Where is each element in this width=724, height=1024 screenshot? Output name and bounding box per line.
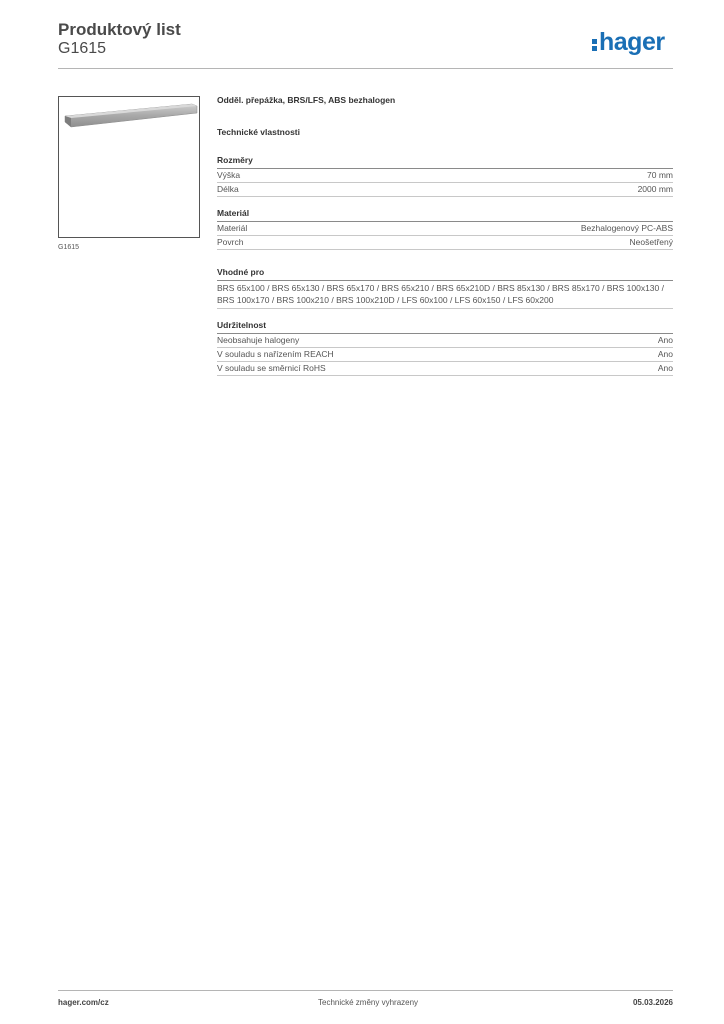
row-value: 2000 mm (637, 184, 673, 194)
row-label: Délka (217, 184, 239, 194)
logo-text: hager (599, 28, 665, 56)
row-label: Materiál (217, 223, 248, 233)
row-value: Bezhalogenový PC-ABS (580, 223, 673, 233)
row-label: Neobsahuje halogeny (217, 335, 300, 345)
footer-divider (58, 990, 673, 991)
row-value: 70 mm (647, 170, 673, 180)
partition-profile-image (59, 97, 199, 237)
image-caption: G1615 (58, 244, 80, 251)
product-code: G1615 (58, 40, 107, 57)
footer-date: 05.03.2026 (632, 998, 673, 1007)
sustainability-group (217, 320, 673, 376)
row-value: Ano (657, 363, 673, 373)
footer-website: hager.com/cz (58, 998, 109, 1007)
table-row (217, 334, 673, 348)
product-image (58, 96, 200, 238)
material-group (217, 208, 673, 250)
page-title: Produktový list (58, 20, 181, 39)
logo-dots-icon (592, 36, 598, 50)
table-row (217, 236, 673, 250)
group-title: Rozměry (217, 155, 673, 169)
technical-properties-heading: Technické vlastnosti (217, 127, 300, 137)
row-label: Povrch (217, 237, 244, 247)
dimensions-group (217, 155, 673, 197)
group-title: Vhodné pro (217, 267, 673, 281)
group-title: Udržitelnost (217, 320, 673, 334)
header-divider (58, 68, 673, 69)
row-value: Neošetřený (629, 237, 673, 247)
row-value: Ano (657, 335, 673, 345)
product-details (217, 95, 673, 387)
row-label: V souladu se směrnicí RoHS (217, 363, 326, 373)
suitable-for-group (217, 267, 673, 309)
group-title: Materiál (217, 208, 673, 222)
row-label: Výška (217, 170, 241, 180)
table-row (217, 183, 673, 197)
compatible-products-text: BRS 65x100 / BRS 65x130 / BRS 65x170 / BRS 65x210 / BRS 65x210D / BRS 85x130 / BRS 85x170 / BRS 100x130 / BRS 100x170 / BRS 100x210 / BRS 100x210D / LFS 60x100 / LFS 60x150 / LFS 60x200 (217, 281, 673, 309)
product-name: Odděl. přepážka, BRS/LFS, ABS bezhalogen (217, 95, 396, 105)
table-row (217, 348, 673, 362)
row-label: V souladu s nařízením REACH (217, 349, 334, 359)
table-row (217, 222, 673, 236)
table-row (217, 362, 673, 376)
row-value: Ano (657, 349, 673, 359)
hager-logo (592, 28, 665, 56)
footer-notice: Technické změny vyhrazeny (318, 998, 419, 1007)
table-row (217, 169, 673, 183)
